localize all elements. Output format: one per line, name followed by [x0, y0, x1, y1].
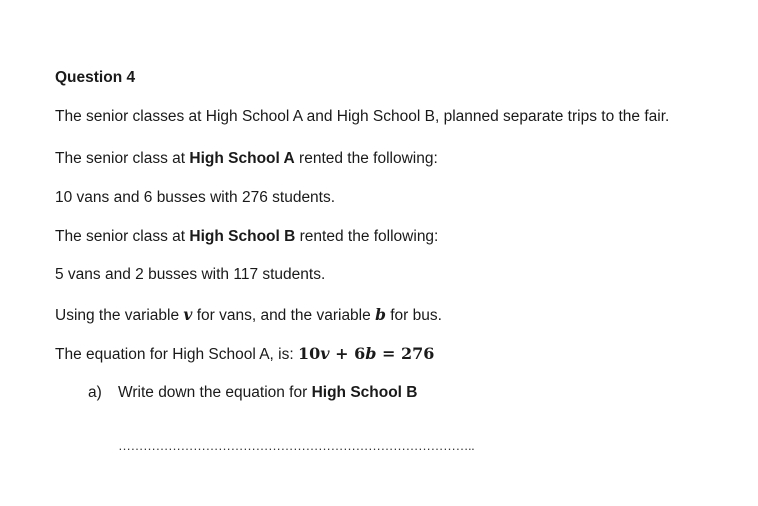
school-a-detail: 10 vans and 6 busses with 276 students.: [55, 189, 336, 206]
equation-line: [55, 344, 434, 365]
part-a-bold: High School B: [311, 384, 418, 401]
question-title: Question 4: [55, 69, 136, 86]
variable-v: v: [183, 305, 193, 324]
variable-b: b: [375, 305, 386, 324]
part-a-marker: a): [88, 384, 102, 401]
variables-part1: Using the variable: [55, 307, 184, 324]
equation-coef-b: 6: [354, 344, 366, 363]
intro-text: The senior classes at High School A and High School B, planned separate trips to the fair.: [55, 108, 670, 125]
equation-plus: +: [329, 344, 355, 363]
equation-prefix: The equation for High School A, is:: [55, 346, 298, 363]
variables-part2: for vans, and the variable: [192, 307, 376, 324]
answer-line: …………………………………………………………………………..: [118, 438, 475, 453]
equation-rhs: 276: [400, 344, 435, 363]
equation-equals: =: [376, 344, 401, 363]
school-b-name: High School B: [189, 228, 296, 245]
school-b-line: [55, 227, 438, 247]
school-a-line: [55, 149, 438, 169]
school-b-suffix: rented the following:: [295, 228, 439, 245]
equation-coef-v: 10: [297, 344, 321, 363]
part-a-text: Write down the equation for: [118, 384, 312, 401]
school-a-suffix: rented the following:: [294, 150, 438, 167]
school-b-prefix: The senior class at: [55, 228, 190, 245]
part-a: [88, 383, 418, 403]
variables-line: [55, 305, 442, 326]
equation-var-v: v: [320, 344, 330, 363]
school-b-detail: 5 vans and 2 busses with 117 students.: [55, 266, 326, 283]
school-a-name: High School A: [189, 150, 295, 167]
equation-var-b: b: [365, 344, 377, 363]
school-a-prefix: The senior class at: [55, 150, 190, 167]
variables-part3: for bus.: [385, 307, 442, 324]
equation: [298, 344, 434, 363]
